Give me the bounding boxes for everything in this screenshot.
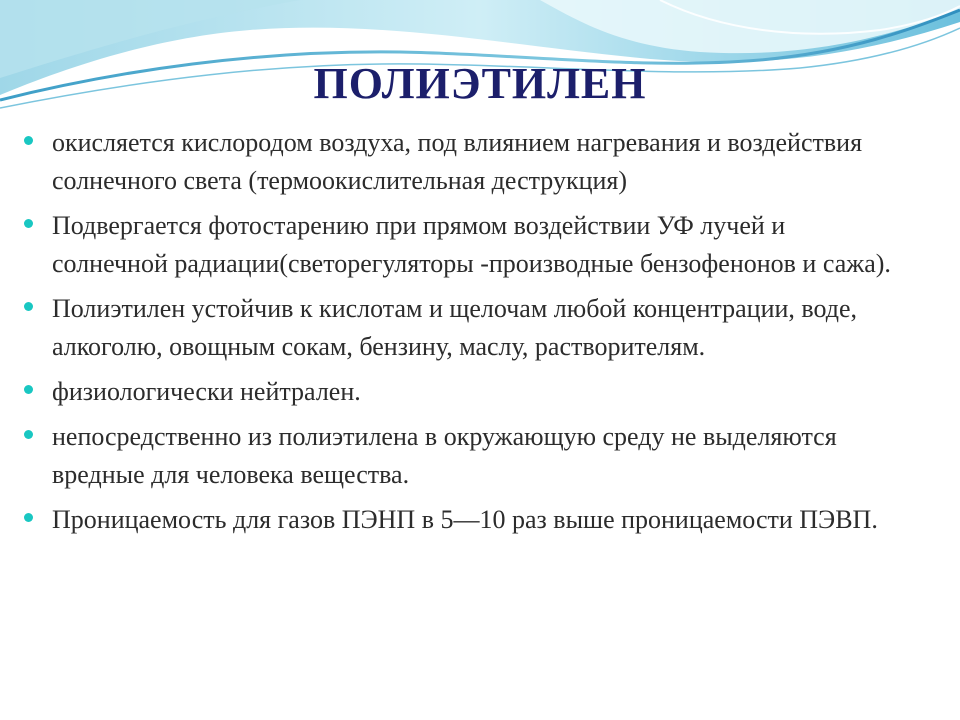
bullet-item [20, 501, 900, 539]
slide-title: ПОЛИЭТИЛЕН [313, 59, 647, 108]
bullet-list [20, 124, 900, 546]
bullet-text [52, 207, 900, 283]
bullet-dot-icon [24, 219, 33, 228]
bullet-dot-icon [24, 430, 33, 439]
bullet-text: физиологически нейтрален. [52, 377, 361, 406]
bullet-text: окисляется кислородом воздуха, под влиянием нагревания и воздействия солнечного света (термоокислительная деструкция) [52, 128, 863, 195]
bullet-item [20, 290, 900, 366]
bullet-dot-icon [24, 513, 33, 522]
bullet-dot-icon [24, 302, 33, 311]
bullet-text: непосредственно из полиэтилена в окружающую среду не выделяются вредные для человека вещества. [52, 422, 837, 489]
bullet-dot-icon [24, 385, 33, 394]
bullet-text: Полиэтилен устойчив к кислотам и щелочам любой концентрации, воде, алкоголю, овощным сокам, бензину, маслу, растворителям. [52, 294, 858, 361]
bullet-dot-icon [24, 136, 33, 145]
bullet-text: Проницаемость для газов ПЭНП в 5—10 раз выше проницаемости ПЭВП. [52, 505, 878, 534]
bullet-item [20, 124, 900, 200]
bullet-item [20, 373, 900, 411]
bullet-item [20, 207, 900, 283]
bullet-item [20, 418, 900, 494]
bullet-text-main: Подвергается фотостарению при прямом воздействии УФ лучей и солнечной радиации(светорегуляторы -производные бензофенонов и сажа). [52, 211, 891, 278]
